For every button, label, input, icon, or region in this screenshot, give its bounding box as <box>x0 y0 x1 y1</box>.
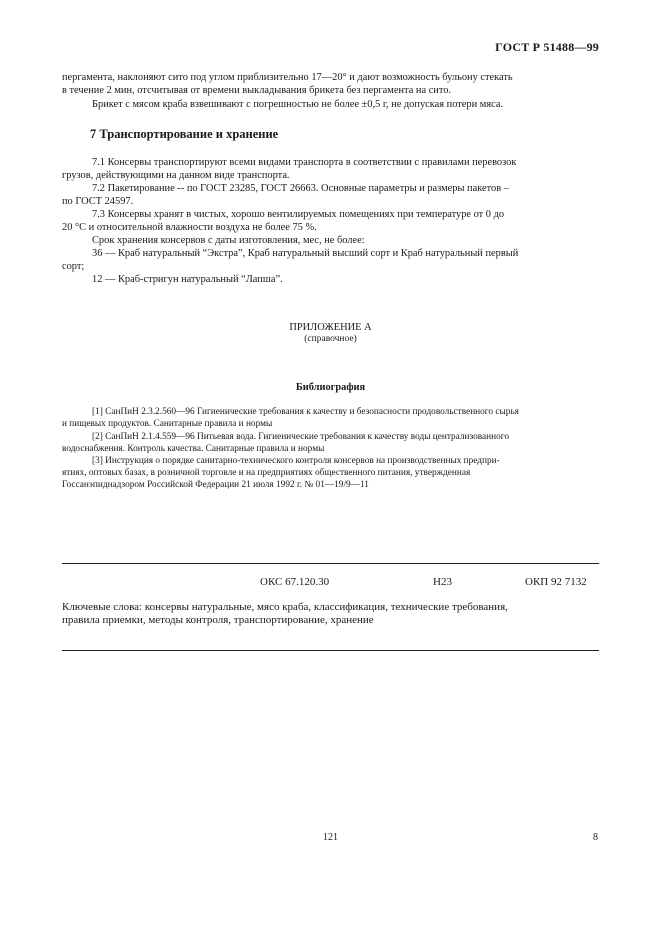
bib-item-1-line-2: и пищевых продуктов. Санитарные правила и нормы <box>62 419 273 429</box>
keywords-line-2: правила приемки, методы контроля, транспортирование, хранение <box>62 614 374 626</box>
shelf-life-12: 12 — Краб-стригун натуральный “Лапша”. <box>92 274 283 285</box>
page-number-center: 121 <box>323 832 338 843</box>
bib-item-3-line-2: ятиях, оптовых базах, в розничной торговле и на предприятиях общественного питания, утвержденная <box>62 468 471 478</box>
group-code: Н23 <box>433 576 452 588</box>
bib-item-3-line-1: [3] Инструкция о порядке санитарно-технического контроля консервов на производственных предпри- <box>92 456 500 466</box>
appendix-title: ПРИЛОЖЕНИЕ А <box>289 322 372 333</box>
section-7-title: 7 Транспортирование и хранение <box>90 127 279 141</box>
bib-item-3-line-3: Госсанэпиднадзором Российской Федерации 21 июля 1992 г. № 01—19/9—11 <box>62 480 369 490</box>
intro-paragraph-line-2: в течение 2 мин, отсчитывая от времени выкладывания брикета без пергамента на сито. <box>62 85 452 96</box>
shelf-life-36-line-1: 36 — Краб натуральный “Экстра”, Краб натуральный высший сорт и Краб натуральный первый <box>92 248 519 259</box>
bottom-divider <box>62 650 599 651</box>
keywords-line-1: Ключевые слова: консервы натуральные, мясо краба, классификация, технические требования, <box>62 601 508 613</box>
appendix-subtitle: (справочное) <box>304 334 357 344</box>
bib-item-1-line-1: [1] СанПиН 2.3.2.560—96 Гигиенические требования к качеству и безопасности продовольственного сырья <box>92 407 519 417</box>
document-header: ГОСТ Р 51488—99 <box>495 40 599 54</box>
para-7-2-line-2: по ГОСТ 24597. <box>62 196 134 207</box>
page-number-right: 8 <box>593 832 598 843</box>
top-divider <box>62 563 599 564</box>
intro-paragraph-2: Брикет с мясом краба взвешивают с погрешностью не более ±0,5 г, не допуская потери мяса. <box>92 99 504 110</box>
oks-code: ОКС 67.120.30 <box>260 576 330 588</box>
para-7-3-line-1: 7.3 Консервы хранят в чистых, хорошо вентилируемых помещениях при температуре от 0 до <box>92 209 505 220</box>
bib-item-2-line-2: водоснабжения. Контроль качества. Санитарные правила и нормы <box>62 444 325 454</box>
bibliography-title: Библиография <box>295 382 366 393</box>
okp-code: ОКП 92 7132 <box>525 576 587 588</box>
shelf-life-36-line-2: сорт; <box>62 261 85 272</box>
para-7-3-line-2: 20 °С и относительной влажности воздуха не более 75 %. <box>62 222 317 233</box>
para-7-1-line-2: грузов, действующими на данном виде транспорта. <box>62 170 290 181</box>
bib-item-2-line-1: [2] СанПиН 2.1.4.559—96 Питьевая вода. Гигиенические требования к качеству воды централизованного <box>92 432 509 442</box>
para-7-1-line-1: 7.1 Консервы транспортируют всеми видами транспорта в соответствии с правилами перевозок <box>92 157 517 168</box>
intro-paragraph-line-1: пергамента, наклоняют сито под углом приблизительно 17—20° и дают возможность бульону стекать <box>62 72 513 83</box>
para-7-2-line-1: 7.2 Пакетирование -- по ГОСТ 23285, ГОСТ 26663. Основные параметры и размеры пакетов – <box>92 183 509 194</box>
shelf-life-intro: Срок хранения консервов с даты изготовления, мес, не более: <box>92 235 365 246</box>
